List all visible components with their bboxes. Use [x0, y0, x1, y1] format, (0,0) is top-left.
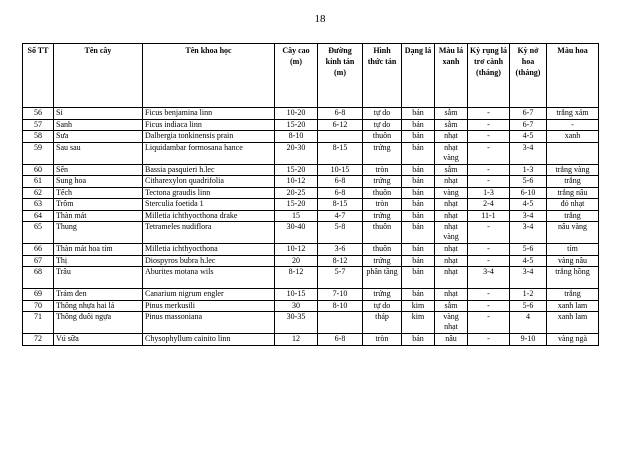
cell-common-name: Sung hoa: [54, 176, 143, 188]
cell-canopy-diameter: 6-8: [318, 108, 363, 120]
cell-canopy-form: trứng: [363, 142, 402, 164]
cell-scientific-name: Dalbergia tonkinensis prain: [143, 131, 275, 143]
cell-scientific-name: Bassia pasquieri h.lec: [143, 164, 275, 176]
cell-leaf-type: bản: [402, 199, 435, 211]
cell-common-name: Thị: [54, 255, 143, 267]
cell-canopy-diameter: 8-10: [318, 300, 363, 312]
cell-flowering-period: 3-4: [510, 210, 547, 222]
table-row: [23, 300, 599, 312]
cell-leaf-type: bản: [402, 142, 435, 164]
cell-flower-color: [547, 142, 599, 164]
cell-row-number: 58: [23, 131, 54, 143]
cell-common-name: Trôm: [54, 199, 143, 211]
cell-leaf-type: bản: [402, 289, 435, 301]
cell-scientific-name: Canarium nigrum engler: [143, 289, 275, 301]
cell-scientific-name: Diospyros bubra h.lec: [143, 255, 275, 267]
cell-leaf-fall-period: -: [468, 176, 510, 188]
cell-canopy-form: trứng: [363, 255, 402, 267]
cell-row-number: 57: [23, 119, 54, 131]
cell-common-name: Thàn mát hoa tím: [54, 244, 143, 256]
cell-leaf-fall-period: -: [468, 164, 510, 176]
cell-canopy-diameter: 8-12: [318, 255, 363, 267]
cell-leaf-fall-period: -: [468, 142, 510, 164]
cell-leaf-color: nhạt: [435, 244, 468, 256]
header-cell: Màu hoa: [547, 44, 599, 108]
cell-canopy-diameter: 10-15: [318, 164, 363, 176]
header-cell: Kỳ nở hoa (tháng): [510, 44, 547, 108]
cell-leaf-color: nhạt vàng: [435, 222, 468, 244]
cell-leaf-color: sẫm: [435, 119, 468, 131]
cell-leaf-color: sẫm: [435, 108, 468, 120]
cell-row-number: 70: [23, 300, 54, 312]
cell-leaf-color: nhạt: [435, 210, 468, 222]
cell-canopy-form: tự do: [363, 108, 402, 120]
cell-canopy-diameter: 7-10: [318, 289, 363, 301]
header-cell: Tên cây: [54, 44, 143, 108]
cell-leaf-type: bản: [402, 334, 435, 346]
cell-row-number: 59: [23, 142, 54, 164]
cell-canopy-form: thuôn: [363, 131, 402, 143]
cell-leaf-fall-period: -: [468, 119, 510, 131]
header-cell: Số TT: [23, 44, 54, 108]
table-body: [23, 108, 599, 346]
cell-flowering-period: 3-4: [510, 222, 547, 244]
cell-scientific-name: Milletia ichthyocthona drake: [143, 210, 275, 222]
header-cell: Cây cao (m): [275, 44, 318, 108]
cell-canopy-diameter: 4-7: [318, 210, 363, 222]
cell-tree-height: 15-20: [275, 199, 318, 211]
cell-leaf-type: bản: [402, 119, 435, 131]
cell-tree-height: 10-12: [275, 176, 318, 188]
cell-tree-height: 15-20: [275, 119, 318, 131]
header-cell: Tên khoa học: [143, 44, 275, 108]
cell-leaf-color: sẫm: [435, 300, 468, 312]
cell-leaf-fall-period: 1-3: [468, 187, 510, 199]
cell-leaf-color: nhạt: [435, 267, 468, 289]
cell-flower-color: trắng xám: [547, 108, 599, 120]
header-cell: Màu lá xanh: [435, 44, 468, 108]
cell-flowering-period: 5-6: [510, 300, 547, 312]
cell-scientific-name: Ficus indiaca linn: [143, 119, 275, 131]
table-row: [23, 108, 599, 120]
header-cell: Hình thức tán: [363, 44, 402, 108]
cell-canopy-diameter: 6-8: [318, 187, 363, 199]
cell-tree-height: 20: [275, 255, 318, 267]
cell-leaf-fall-period: -: [468, 312, 510, 334]
cell-common-name: Thông đuôi ngựa: [54, 312, 143, 334]
cell-flower-color: trắng vàng: [547, 164, 599, 176]
cell-canopy-diameter: [318, 312, 363, 334]
table-row: [23, 187, 599, 199]
cell-scientific-name: Pinus merkusili: [143, 300, 275, 312]
cell-tree-height: 30: [275, 300, 318, 312]
cell-leaf-type: bản: [402, 255, 435, 267]
cell-canopy-form: tự do: [363, 119, 402, 131]
cell-tree-height: 30-40: [275, 222, 318, 244]
cell-leaf-fall-period: -: [468, 255, 510, 267]
cell-flowering-period: 5-6: [510, 176, 547, 188]
cell-flowering-period: 3-4: [510, 142, 547, 164]
cell-canopy-diameter: 6-8: [318, 334, 363, 346]
cell-leaf-color: nâu: [435, 334, 468, 346]
cell-leaf-type: bản: [402, 222, 435, 244]
cell-leaf-fall-period: -: [468, 131, 510, 143]
cell-row-number: 61: [23, 176, 54, 188]
cell-row-number: 64: [23, 210, 54, 222]
cell-tree-height: 15-20: [275, 164, 318, 176]
cell-canopy-diameter: 6-8: [318, 176, 363, 188]
species-table: [22, 43, 599, 346]
cell-canopy-form: trứng: [363, 289, 402, 301]
cell-leaf-color: nhạt vàng: [435, 142, 468, 164]
cell-flowering-period: 4-5: [510, 131, 547, 143]
cell-flowering-period: 1-2: [510, 289, 547, 301]
cell-scientific-name: Tectona graudis linn: [143, 187, 275, 199]
cell-flower-color: vàng nâu: [547, 255, 599, 267]
cell-flower-color: trắng hồng: [547, 267, 599, 289]
cell-row-number: 60: [23, 164, 54, 176]
cell-leaf-fall-period: 3-4: [468, 267, 510, 289]
cell-leaf-type: bản: [402, 108, 435, 120]
cell-flowering-period: 6-10: [510, 187, 547, 199]
cell-canopy-form: tự do: [363, 300, 402, 312]
table-row: [23, 267, 599, 289]
cell-leaf-fall-period: -: [468, 334, 510, 346]
cell-tree-height: 30-35: [275, 312, 318, 334]
cell-canopy-diameter: 5-8: [318, 222, 363, 244]
cell-common-name: Thung: [54, 222, 143, 244]
cell-flower-color: -: [547, 119, 599, 131]
cell-row-number: 65: [23, 222, 54, 244]
table-row: [23, 289, 599, 301]
cell-canopy-form: tròn: [363, 334, 402, 346]
cell-leaf-color: nhạt: [435, 131, 468, 143]
table-row: [23, 131, 599, 143]
cell-flower-color: vàng ngà: [547, 334, 599, 346]
cell-leaf-color: nhạt: [435, 176, 468, 188]
cell-scientific-name: Milletia ichthyocthona: [143, 244, 275, 256]
cell-canopy-diameter: [318, 131, 363, 143]
cell-leaf-color: vàng nhạt: [435, 312, 468, 334]
cell-leaf-type: bản: [402, 164, 435, 176]
cell-leaf-fall-period: 2-4: [468, 199, 510, 211]
cell-flowering-period: 3-4: [510, 267, 547, 289]
header-cell: Đường kính tán (m): [318, 44, 363, 108]
cell-flowering-period: 4-5: [510, 255, 547, 267]
cell-scientific-name: Pinus massoniana: [143, 312, 275, 334]
cell-flower-color: tím: [547, 244, 599, 256]
cell-tree-height: 20-25: [275, 187, 318, 199]
cell-flower-color: xanh lam: [547, 300, 599, 312]
header-cell: Kỳ rụng lá trơ cành (tháng): [468, 44, 510, 108]
cell-canopy-form: thuôn: [363, 187, 402, 199]
cell-leaf-fall-period: -: [468, 108, 510, 120]
cell-row-number: 72: [23, 334, 54, 346]
cell-common-name: Trám đen: [54, 289, 143, 301]
cell-leaf-type: bản: [402, 267, 435, 289]
cell-leaf-color: nhạt: [435, 199, 468, 211]
table-row: [23, 244, 599, 256]
cell-common-name: Sau sau: [54, 142, 143, 164]
cell-flowering-period: 5-6: [510, 244, 547, 256]
cell-tree-height: 12: [275, 334, 318, 346]
cell-flower-color: trắng: [547, 176, 599, 188]
cell-leaf-color: nhạt: [435, 255, 468, 267]
cell-scientific-name: Aburites motana wils: [143, 267, 275, 289]
cell-flowering-period: 4-5: [510, 199, 547, 211]
cell-scientific-name: Sterculia foetida 1: [143, 199, 275, 211]
cell-leaf-color: nhạt: [435, 289, 468, 301]
cell-leaf-color: sẫm: [435, 164, 468, 176]
cell-leaf-type: bản: [402, 176, 435, 188]
header-row: [23, 44, 599, 108]
cell-flowering-period: 9-10: [510, 334, 547, 346]
cell-flower-color: xanh lam: [547, 312, 599, 334]
cell-row-number: 66: [23, 244, 54, 256]
cell-row-number: 71: [23, 312, 54, 334]
table-row: [23, 199, 599, 211]
table-row: [23, 164, 599, 176]
cell-flowering-period: 4: [510, 312, 547, 334]
cell-row-number: 63: [23, 199, 54, 211]
cell-common-name: Thông nhựa hai lá: [54, 300, 143, 312]
table-row: [23, 210, 599, 222]
cell-flowering-period: 6-7: [510, 119, 547, 131]
header-cell: Dạng lá: [402, 44, 435, 108]
cell-canopy-diameter: 8-15: [318, 199, 363, 211]
cell-common-name: Tếch: [54, 187, 143, 199]
cell-leaf-fall-period: 11-1: [468, 210, 510, 222]
table-row: [23, 255, 599, 267]
cell-scientific-name: Ficus benjamina linn: [143, 108, 275, 120]
cell-scientific-name: Citharexylon quadrifolia: [143, 176, 275, 188]
cell-row-number: 62: [23, 187, 54, 199]
cell-scientific-name: Chysophyllum cainito linn: [143, 334, 275, 346]
table-row: [23, 222, 599, 244]
table-row: [23, 312, 599, 334]
cell-canopy-diameter: 8-15: [318, 142, 363, 164]
cell-canopy-form: thuôn: [363, 244, 402, 256]
cell-tree-height: 8-10: [275, 131, 318, 143]
cell-common-name: Sanh: [54, 119, 143, 131]
cell-leaf-type: bản: [402, 131, 435, 143]
cell-canopy-form: tròn: [363, 199, 402, 211]
table-row: [23, 334, 599, 346]
cell-canopy-form: tròn: [363, 164, 402, 176]
cell-leaf-color: vàng: [435, 187, 468, 199]
cell-flower-color: trắng: [547, 289, 599, 301]
cell-scientific-name: Tetrameles nudiflora: [143, 222, 275, 244]
cell-common-name: Trâu: [54, 267, 143, 289]
cell-row-number: 67: [23, 255, 54, 267]
cell-flowering-period: 6-7: [510, 108, 547, 120]
cell-canopy-diameter: 6-12: [318, 119, 363, 131]
cell-leaf-fall-period: -: [468, 289, 510, 301]
cell-row-number: 68: [23, 267, 54, 289]
page-number: 18: [314, 13, 326, 25]
cell-canopy-form: thuôn: [363, 222, 402, 244]
cell-common-name: Si: [54, 108, 143, 120]
cell-leaf-fall-period: -: [468, 244, 510, 256]
table-row: [23, 142, 599, 164]
table-row: [23, 119, 599, 131]
cell-flower-color: trắng nâu: [547, 187, 599, 199]
cell-flower-color: nâu vàng: [547, 222, 599, 244]
cell-flower-color: trắng: [547, 210, 599, 222]
cell-leaf-type: bản: [402, 210, 435, 222]
cell-canopy-form: trứng: [363, 210, 402, 222]
cell-common-name: Vú sữa: [54, 334, 143, 346]
cell-common-name: Thàn mát: [54, 210, 143, 222]
cell-tree-height: 8-12: [275, 267, 318, 289]
cell-flower-color: đỏ nhạt: [547, 199, 599, 211]
cell-canopy-diameter: 3-6: [318, 244, 363, 256]
cell-leaf-fall-period: -: [468, 222, 510, 244]
cell-flower-color: xanh: [547, 131, 599, 143]
cell-canopy-form: phân tầng: [363, 267, 402, 289]
cell-common-name: Sưa: [54, 131, 143, 143]
cell-scientific-name: Liquidambar formosana hance: [143, 142, 275, 164]
cell-flowering-period: 1-3: [510, 164, 547, 176]
cell-leaf-fall-period: -: [468, 300, 510, 312]
cell-leaf-type: kim: [402, 300, 435, 312]
cell-leaf-type: bản: [402, 187, 435, 199]
table-row: [23, 176, 599, 188]
cell-canopy-form: tháp: [363, 312, 402, 334]
cell-canopy-form: trứng: [363, 176, 402, 188]
cell-tree-height: 15: [275, 210, 318, 222]
cell-tree-height: 20-30: [275, 142, 318, 164]
cell-leaf-type: bản: [402, 244, 435, 256]
cell-tree-height: 10-12: [275, 244, 318, 256]
cell-row-number: 69: [23, 289, 54, 301]
cell-leaf-type: kim: [402, 312, 435, 334]
cell-tree-height: 10-15: [275, 289, 318, 301]
cell-row-number: 56: [23, 108, 54, 120]
cell-canopy-diameter: 5-7: [318, 267, 363, 289]
cell-tree-height: 10-20: [275, 108, 318, 120]
cell-common-name: Sến: [54, 164, 143, 176]
